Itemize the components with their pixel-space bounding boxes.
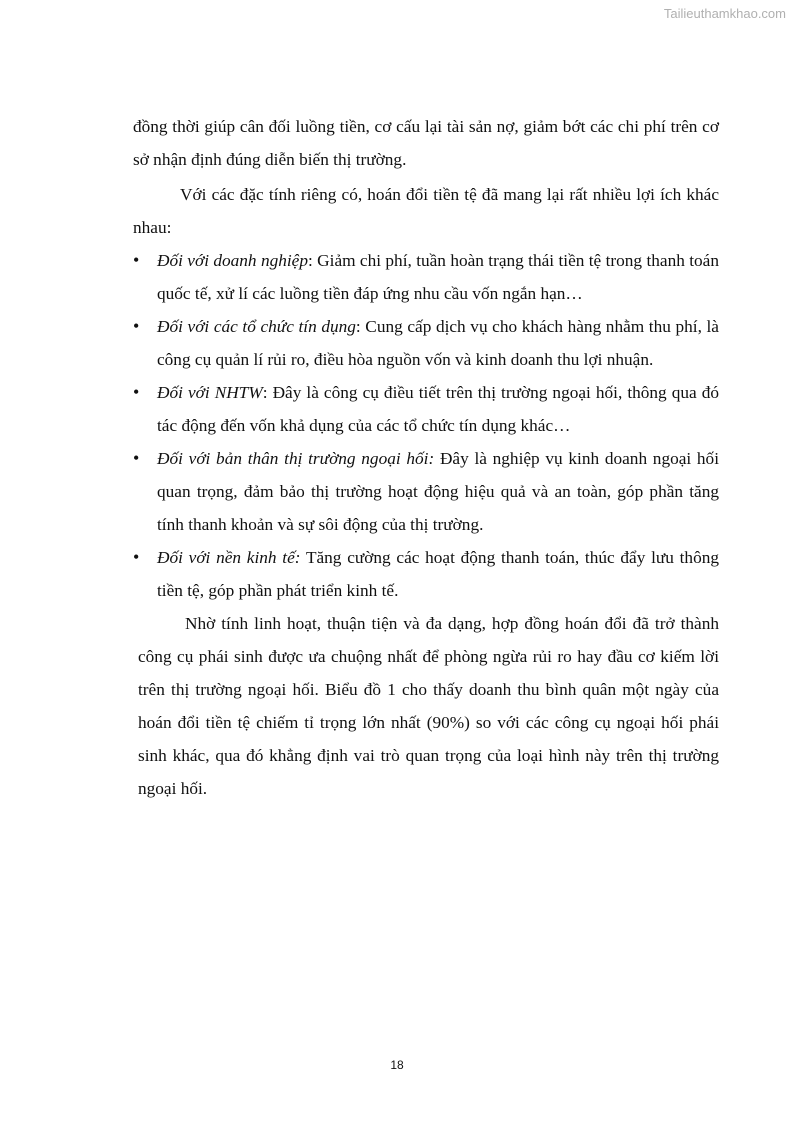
list-item-text: Đây là nghiệp vụ kinh doanh ngoại hối quan trọng, đảm bảo thị trường hoạt động hiệu quả và an toàn, góp phần tăng tính thanh khoản và sự sôi động của thị trường.	[157, 449, 719, 534]
page-number: 18	[390, 1058, 404, 1072]
list-item-term: Đối với doanh nghiệp	[157, 251, 308, 270]
list-item-credit-institutions	[133, 310, 719, 376]
benefits-list	[133, 244, 719, 607]
list-item-economy	[133, 541, 719, 607]
paragraph-conclusion: Nhờ tính linh hoạt, thuận tiện và đa dạng, hợp đồng hoán đổi đã trở thành công cụ phái sinh được ưa chuộng nhất để phòng ngừa rủi ro hay đầu cơ kiếm lời trên thị trường ngoại hối. Biểu đồ 1 cho thấy doanh thu bình quân một ngày của hoán đổi tiền tệ chiếm tỉ trọng lớn nhất (90%) so với các công cụ ngoại hối phái sinh khác, qua đó khẳng định vai trò quan trọng của loại hình này trên thị trường ngoại hối.	[138, 614, 719, 798]
list-item-central-bank	[133, 376, 719, 442]
body-text	[133, 110, 719, 805]
list-item-fx-market	[133, 442, 719, 541]
list-item-text: : Giảm chi phí, tuần hoàn trạng thái tiền tệ trong thanh toán quốc tế, xử lí các luồng tiền đáp ứng nhu cầu vốn ngắn hạn…	[157, 251, 719, 303]
list-item-text: : Cung cấp dịch vụ cho khách hàng nhằm thu phí, là công cụ quản lí rủi ro, điều hòa nguồn vốn và kinh doanh thu lợi nhuận.	[157, 317, 719, 369]
list-item-text: : Đây là công cụ điều tiết trên thị trường ngoại hối, thông qua đó tác động đến vốn khả dụng của các tổ chức tín dụng khác…	[157, 383, 720, 435]
list-item-term: Đối với NHTW	[157, 383, 263, 402]
paragraph-benefits-intro: Với các đặc tính riêng có, hoán đổi tiền tệ đã mang lại rất nhiều lợi ích khác nhau:	[133, 185, 719, 237]
list-item-business	[133, 244, 719, 310]
watermark: Tailieuthamkhao.com	[663, 6, 786, 21]
list-item-term: Đối với các tổ chức tín dụng	[157, 317, 356, 336]
list-item-term: Đối với bản thân thị trường ngoại hối:	[157, 449, 435, 468]
list-item-term: Đối với nền kinh tế:	[157, 548, 301, 567]
list-item-text: Tăng cường các hoạt động thanh toán, thúc đẩy lưu thông tiền tệ, góp phần phát triển kinh tế.	[157, 548, 719, 600]
paragraph-intro-continuation: đồng thời giúp cân đối luồng tiền, cơ cấu lại tài sản nợ, giảm bớt các chi phí trên cơ sở nhận định đúng diễn biến thị trường.	[133, 117, 719, 169]
